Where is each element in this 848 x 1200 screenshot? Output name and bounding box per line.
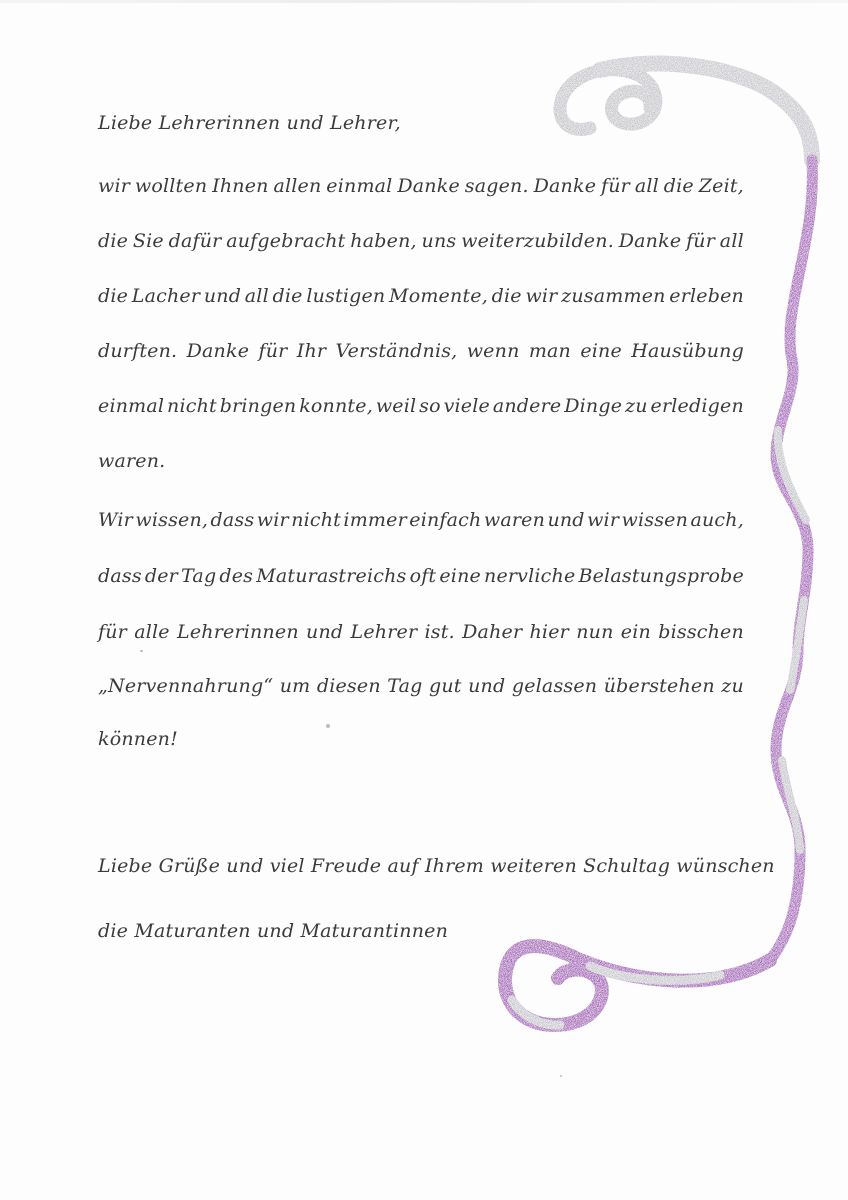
word: nicht: [167, 395, 217, 417]
scan-speck: [560, 1075, 562, 1077]
line-text: können!: [98, 728, 178, 750]
word: allen: [273, 175, 322, 197]
swirl-top-curl: [560, 70, 656, 130]
line-text: [98, 285, 744, 307]
word: so: [419, 395, 441, 417]
scan-speck: [326, 724, 330, 728]
word: für: [258, 340, 288, 362]
line-text: [98, 395, 744, 417]
word: ein: [620, 621, 651, 643]
word: auch,: [690, 509, 744, 531]
word: andere: [492, 395, 562, 417]
word: überstehen: [603, 675, 715, 697]
word: alle: [134, 621, 170, 643]
line-text: waren.: [98, 450, 166, 472]
word: einfach: [409, 509, 482, 531]
word: zusammen: [561, 285, 666, 307]
line-text: [98, 621, 744, 643]
word: wir: [587, 509, 620, 531]
word: Zeit,: [698, 175, 744, 197]
swirl-wave: [770, 160, 812, 960]
word: Daher: [462, 621, 523, 643]
paragraph-line: [98, 621, 744, 643]
word: dass: [210, 509, 255, 531]
word: sagen.: [464, 175, 529, 197]
word: die: [98, 230, 129, 252]
word: konnte,: [299, 395, 373, 417]
word: oft: [409, 565, 437, 587]
word: Lehrer: [350, 621, 418, 643]
word: gelassen: [511, 675, 598, 697]
word: Ihr: [296, 340, 327, 362]
word: haben,: [350, 230, 417, 252]
word: bringen: [219, 395, 297, 417]
word: erledigen: [650, 395, 744, 417]
line-text: [98, 509, 744, 531]
word: gut: [429, 675, 462, 697]
word: Maturastreichs: [256, 565, 407, 587]
word: nun: [576, 621, 614, 643]
word: eine: [580, 340, 622, 362]
word: einmal: [326, 175, 393, 197]
word: Tag: [181, 565, 217, 587]
word: all: [719, 230, 744, 252]
word: Danke: [533, 175, 597, 197]
word: dass: [98, 565, 142, 587]
word: wir: [98, 175, 131, 197]
word: wir: [525, 285, 558, 307]
word: Lacher: [131, 285, 201, 307]
salutation: [98, 112, 401, 134]
closing-text: Liebe Grüße und viel Freude auf Ihrem weiteren Schultag wünschen: [98, 855, 775, 877]
scan-speck: [140, 650, 143, 652]
word: all: [634, 175, 659, 197]
word: Verständnis,: [335, 340, 458, 362]
word: viele: [443, 395, 490, 417]
word: und: [547, 509, 585, 531]
word: waren: [483, 509, 546, 531]
paragraph-line: [98, 509, 744, 531]
word: bisschen: [658, 621, 744, 643]
line-text: [98, 340, 744, 362]
word: der: [144, 565, 178, 587]
word: einmal: [98, 395, 165, 417]
word: Hausübung: [631, 340, 744, 362]
word: Sie: [132, 230, 164, 252]
word: diesen: [316, 675, 381, 697]
word: um: [279, 675, 311, 697]
paragraph-line: [98, 728, 178, 750]
word: Momente,: [389, 285, 488, 307]
word: aufgebracht: [226, 230, 346, 252]
word: Danke: [397, 175, 460, 197]
closing-line: [98, 855, 775, 877]
word: dafür: [168, 230, 222, 252]
word: weiterzubilden.: [461, 230, 614, 252]
word: die: [272, 285, 303, 307]
word: Ihnen: [212, 175, 269, 197]
line-text: [98, 175, 744, 197]
word: wissen,: [135, 509, 209, 531]
word: wissen: [621, 509, 689, 531]
word: erleben: [669, 285, 744, 307]
word: und: [203, 285, 242, 307]
word: wir: [256, 509, 289, 531]
word: für: [686, 230, 716, 252]
word: des: [219, 565, 254, 587]
word: lustigen: [306, 285, 386, 307]
word: all: [244, 285, 269, 307]
paragraph-line: [98, 675, 744, 697]
signature-text: die Maturanten und Maturantinnen: [98, 920, 449, 942]
word: hier: [529, 621, 569, 643]
word: ist.: [424, 621, 455, 643]
word: und: [306, 621, 344, 643]
word: nervliche: [484, 565, 576, 587]
line-text: [98, 230, 744, 252]
word: man: [528, 340, 571, 362]
salutation-text: Liebe Lehrerinnen und Lehrer,: [98, 112, 401, 134]
line-text: [98, 675, 744, 697]
word: Belastungsprobe: [578, 565, 744, 587]
word: für: [98, 621, 127, 643]
paragraph-line: [98, 565, 744, 587]
word: Danke: [186, 340, 250, 362]
swirl-bottom-curl: [505, 946, 770, 1025]
word: nicht: [291, 509, 342, 531]
word: wollten: [134, 175, 208, 197]
word: für: [601, 175, 630, 197]
word: und: [468, 675, 506, 697]
paragraph-line: [98, 450, 165, 472]
word: zu: [625, 395, 648, 417]
word: wenn: [466, 340, 520, 362]
word: die: [98, 285, 129, 307]
word: zu: [721, 675, 744, 697]
paragraph-line: [98, 340, 744, 362]
paragraph-line: [98, 175, 744, 197]
paragraph-line: [98, 230, 744, 252]
word: Danke: [618, 230, 682, 252]
word: „Nervennahrung“: [98, 675, 274, 697]
word: Dinge: [564, 395, 623, 417]
line-text: [98, 565, 744, 587]
word: die: [663, 175, 694, 197]
signature-line: [98, 920, 448, 942]
word: Lehrerinnen: [177, 621, 299, 643]
word: die: [491, 285, 522, 307]
word: durften.: [98, 340, 178, 362]
word: eine: [439, 565, 481, 587]
word: Wir: [98, 509, 133, 531]
word: immer: [343, 509, 407, 531]
word: uns: [421, 230, 457, 252]
paragraph-line: [98, 285, 744, 307]
paragraph-line: [98, 395, 744, 417]
word: weil: [375, 395, 417, 417]
word: Tag: [387, 675, 423, 697]
